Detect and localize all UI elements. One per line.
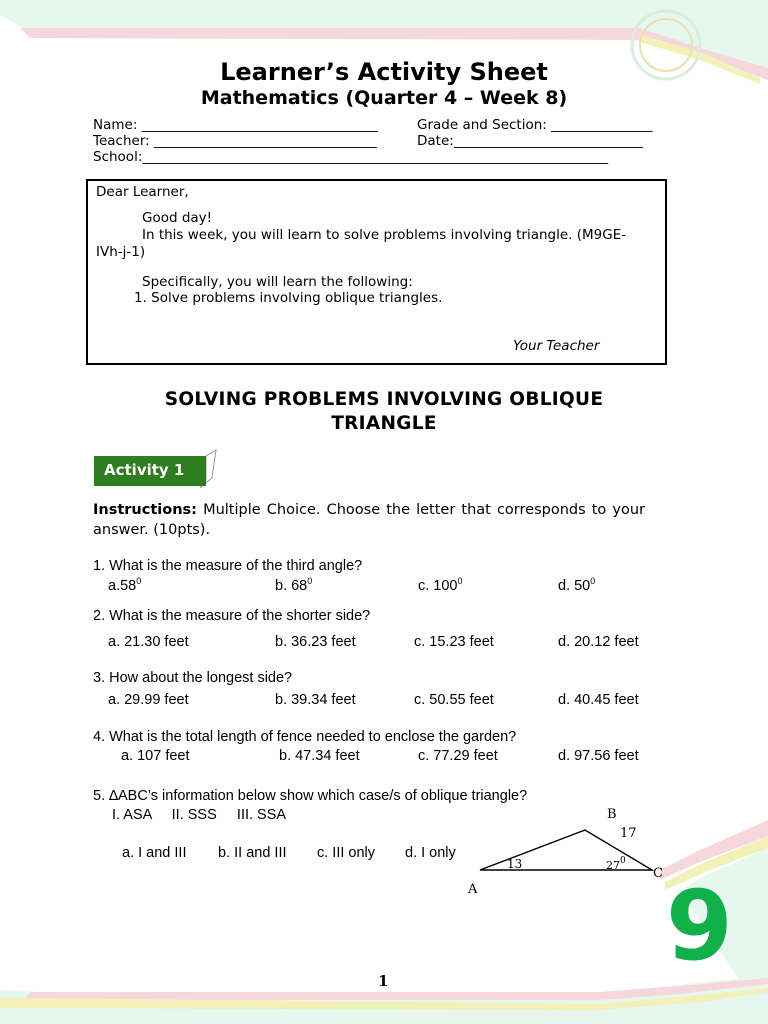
q1-option-c[interactable]: c. $100^0$ [418, 576, 463, 594]
instructions-label: Instructions: [93, 502, 197, 518]
section-title [0, 388, 768, 436]
vertex-a-label: A [468, 882, 478, 897]
q4-option-a[interactable]: a. 107 feet [121, 748, 190, 764]
q3-option-d[interactable]: d. 40.45 feet [558, 692, 639, 708]
q3-option-a[interactable]: a. 29.99 feet [108, 692, 189, 708]
letter-line2b: IVh-j-1) [96, 244, 146, 260]
letter-line1: Good day! [142, 210, 213, 226]
q1-option-d[interactable]: d. $50^0$ [558, 576, 596, 594]
school-field[interactable]: School:_____________________________________________________________________ [93, 149, 609, 165]
vertex-c-label: C [653, 866, 663, 881]
page-subtitle: Mathematics (Quarter 4 – Week 8) [200, 87, 568, 109]
q2-option-d[interactable]: d. 20.12 feet [558, 634, 639, 650]
side-bc-label: 17 [620, 826, 637, 841]
grade-number: 9 [666, 870, 733, 982]
q2-option-b[interactable]: b. 36.23 feet [275, 634, 356, 650]
question-4: 4. What is the total length of fence needed to enclose the garden? [93, 729, 517, 745]
q3-option-b[interactable]: b. 39.34 feet [275, 692, 356, 708]
question-3: 3. How about the longest side? [93, 670, 293, 686]
section-title-line1: SOLVING PROBLEMS INVOLVING OBLIQUE [164, 389, 604, 410]
q4-option-d[interactable]: d. 97.56 feet [558, 748, 639, 764]
q4-option-c[interactable]: c. 77.29 feet [418, 748, 498, 764]
question-5: 5. ∆ABC’s information below show which case/s of oblique triangle? [93, 788, 528, 804]
letter-line3: Specifically, you will learn the following: [142, 274, 413, 290]
date-field[interactable]: Date:____________________________ [417, 133, 643, 149]
q5-option-b[interactable]: b. II and III [218, 845, 287, 861]
page-number: 1 [378, 972, 389, 990]
teacher-field[interactable]: Teacher: _________________________________ [93, 133, 377, 149]
q5-option-c[interactable]: c. III only [317, 845, 376, 861]
triangle-abc-figure [470, 820, 670, 900]
q3-option-c[interactable]: c. 50.55 feet [414, 692, 494, 708]
angle-c-label: $27^0$ [606, 856, 626, 872]
angle-a-label: 13 [507, 857, 523, 871]
q5-cases: I. ASA II. SSS III. SSA [112, 807, 287, 823]
q1-option-a[interactable]: $a.58^0$ [108, 576, 142, 594]
q5-option-d[interactable]: d. I only [405, 845, 456, 861]
q1-option-b[interactable]: b. $68^0$ [275, 576, 313, 594]
question-2: 2. What is the measure of the shorter side? [93, 608, 371, 624]
letter-line2a: In this week, you will learn to solve problems involving triangle. (M9GE- [142, 227, 627, 243]
section-title-line2: TRIANGLE [331, 413, 437, 434]
letter-item1: 1. Solve problems involving oblique triangles. [134, 290, 443, 306]
letter-greeting: Dear Learner, [96, 184, 189, 200]
grade-section-field[interactable]: Grade and Section: _______________ [417, 117, 653, 133]
letter-box [86, 179, 667, 365]
q2-option-a[interactable]: a. 21.30 feet [108, 634, 189, 650]
name-field[interactable]: Name: ___________________________________ [93, 117, 378, 133]
vertex-b-label: B [607, 807, 617, 822]
instructions [93, 500, 645, 540]
question-1: 1. What is the measure of the third angle? [93, 558, 363, 574]
q5-option-a[interactable]: a. I and III [122, 845, 187, 861]
page-title: Learner’s Activity Sheet [220, 58, 548, 86]
q4-option-b[interactable]: b. 47.34 feet [279, 748, 360, 764]
q2-option-c[interactable]: c. 15.23 feet [414, 634, 494, 650]
letter-signature: Your Teacher [513, 338, 600, 354]
instructions-text: Multiple Choice. Choose the letter that corresponds to your answer. (10pts). [93, 502, 645, 538]
activity-badge: Activity 1 [94, 456, 206, 486]
